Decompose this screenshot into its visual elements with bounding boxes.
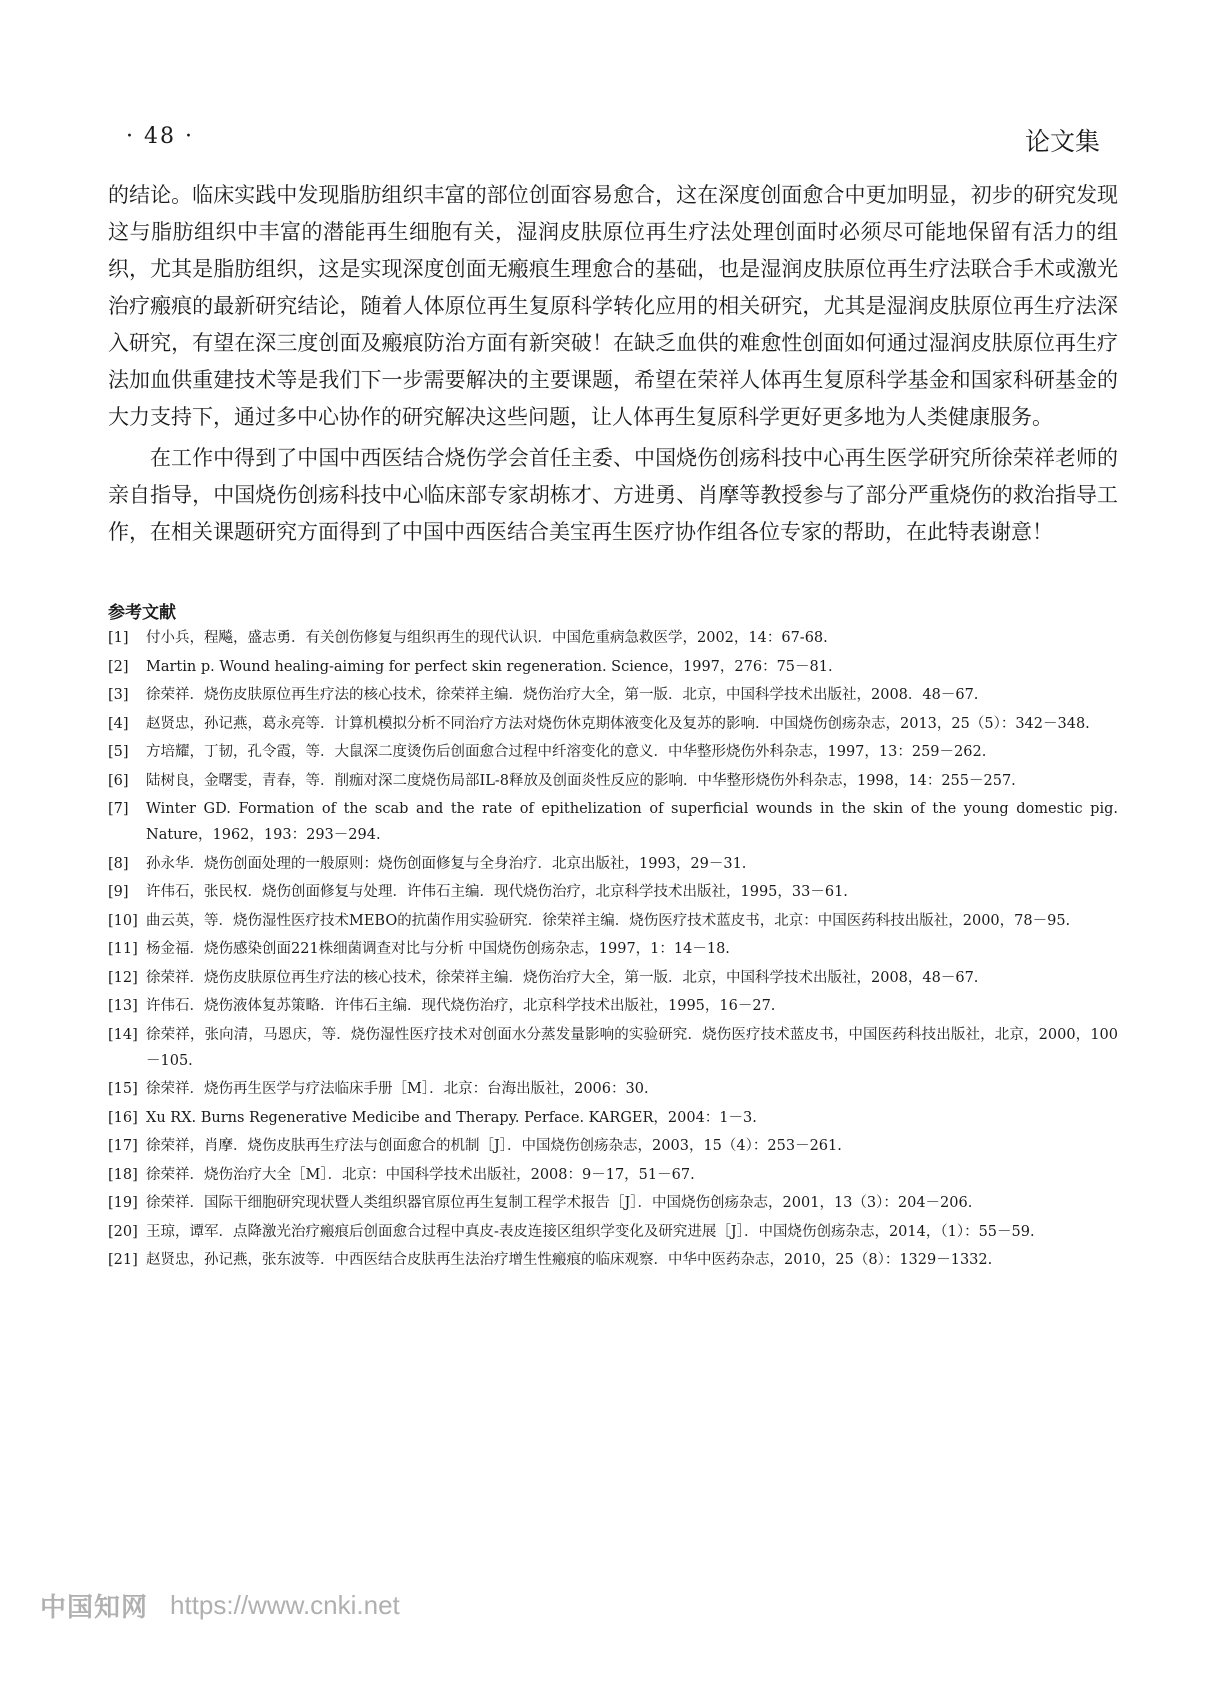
reference-text: Martin p. Wound healing-aiming for perfect skin regeneration. Science，1997，276：75－81. bbox=[146, 658, 833, 675]
reference-item bbox=[108, 1219, 1118, 1245]
page-number: · 48 · bbox=[126, 124, 194, 149]
reference-text: 徐荣祥，张向清，马恩庆，等．烧伤湿性医疗技术对创面水分蒸发量影响的实验研究．烧伤医疗技术蓝皮书，中国医药科技出版社，北京，2000，100－105. bbox=[146, 1026, 1118, 1069]
reference-number: [17] bbox=[108, 1138, 138, 1154]
cnki-url: https://www.cnki.net bbox=[170, 1589, 400, 1620]
reference-number: [15] bbox=[108, 1081, 138, 1097]
reference-item bbox=[108, 768, 1118, 794]
reference-item bbox=[108, 739, 1118, 765]
reference-item bbox=[108, 654, 1118, 680]
reference-number: [20] bbox=[108, 1223, 138, 1240]
reference-number: [10] bbox=[108, 912, 138, 929]
reference-text: 许伟石，张民权．烧伤创面修复与处理．许伟石主编．现代烧伤治疗，北京科学技术出版社，1995，33－61. bbox=[146, 884, 848, 900]
reference-text: 徐荣祥．烧伤皮肤原位再生疗法的核心技术，徐荣祥主编．烧伤治疗大全，第一版．北京，中国科学技术出版社，2008．48－67. bbox=[146, 687, 979, 703]
reference-text: 徐荣祥．烧伤治疗大全［M］．北京：中国科学技术出版社，2008：9－17，51－67. bbox=[146, 1166, 695, 1183]
reference-text: 杨金福．烧伤感染创面221株细菌调查对比与分析 中国烧伤创疡杂志，1997，1：14－18. bbox=[146, 941, 730, 957]
footer-watermark bbox=[40, 1585, 400, 1625]
reference-number: [7] bbox=[108, 801, 129, 817]
reference-number: [2] bbox=[108, 658, 129, 675]
reference-text: 徐荣祥．国际干细胞研究现状暨人类组织器官原位再生复制工程学术报告［J］．中国烧伤创疡杂志，2001，13（3）：204－206. bbox=[146, 1195, 973, 1211]
reference-text: 徐荣祥，肖摩．烧伤皮肤再生疗法与创面愈合的机制［J］．中国烧伤创疡杂志，2003，15（4）：253－261. bbox=[146, 1138, 842, 1154]
reference-text: 曲云英，等．烧伤湿性医疗技术MEBO的抗菌作用实验研究．徐荣祥主编．烧伤医疗技术蓝皮书，北京：中国医药科技出版社，2000，78－95. bbox=[146, 912, 1071, 929]
reference-item bbox=[108, 1162, 1118, 1188]
reference-item bbox=[108, 711, 1118, 737]
reference-number: [13] bbox=[108, 998, 138, 1014]
reference-text: 赵贤忠，孙记燕，张东波等．中西医结合皮肤再生法治疗增生性瘢痕的临床观察．中华中医药杂志，2010，25（8）：1329－1332. bbox=[146, 1252, 993, 1268]
references-heading: 参考文献 bbox=[108, 603, 176, 623]
reference-text: 徐荣祥．烧伤皮肤原位再生疗法的核心技术，徐荣祥主编．烧伤治疗大全，第一版．北京，中国科学技术出版社，2008，48－67. bbox=[146, 969, 979, 986]
body-paragraph-acknowledgement: 在工作中得到了中国中西医结合烧伤学会首任主委、中国烧伤创疡科技中心再生医学研究所徐荣祥老师的亲自指导，中国烧伤创疡科技中心临床部专家胡栋才、方进勇、肖摩等教授参与了部分严重烧伤的救治指导工作，在相关课题研究方面得到了中国中西医结合美宝再生医疗协作组各位专家的帮助，在此特表谢意！ bbox=[108, 446, 1118, 544]
reference-number: [9] bbox=[108, 884, 129, 900]
reference-item bbox=[108, 1190, 1118, 1216]
reference-text: 许伟石．烧伤液体复苏策略．许伟石主编．现代烧伤治疗，北京科学技术出版社，1995，16－27. bbox=[146, 998, 776, 1014]
reference-number: [4] bbox=[108, 715, 129, 732]
reference-item bbox=[108, 1076, 1118, 1102]
reference-item bbox=[108, 1022, 1118, 1074]
reference-number: [5] bbox=[108, 744, 129, 760]
reference-number: [18] bbox=[108, 1166, 138, 1183]
reference-item bbox=[108, 682, 1118, 708]
reference-number: [19] bbox=[108, 1195, 138, 1211]
reference-text: 孙永华．烧伤创面处理的一般原则：烧伤创面修复与全身治疗．北京出版社，1993，29－31. bbox=[146, 855, 747, 872]
reference-number: [6] bbox=[108, 772, 129, 789]
reference-number: [12] bbox=[108, 969, 138, 986]
reference-number: [21] bbox=[108, 1252, 138, 1268]
reference-item bbox=[108, 965, 1118, 991]
reference-item bbox=[108, 993, 1118, 1019]
reference-number: [3] bbox=[108, 687, 129, 703]
reference-item bbox=[108, 1133, 1118, 1159]
reference-text: 付小兵，程飚，盛志勇．有关创伤修复与组织再生的现代认识．中国危重病急救医学，2002，14：67-68. bbox=[146, 630, 828, 646]
reference-text: 方培耀，丁韧，孔令霞，等．大鼠深二度烫伤后创面愈合过程中纤溶变化的意义．中华整形烧伤外科杂志，1997，13：259－262. bbox=[146, 744, 987, 760]
reference-item bbox=[108, 796, 1118, 848]
reference-item bbox=[108, 1247, 1118, 1273]
reference-text: 徐荣祥．烧伤再生医学与疗法临床手册［M］．北京：台海出版社，2006：30. bbox=[146, 1081, 649, 1097]
reference-text: 王琼，谭军．点降激光治疗瘢痕后创面愈合过程中真皮-表皮连接区组织学变化及研究进展［J］．中国烧伤创疡杂志，2014，（1）：55－59. bbox=[146, 1223, 1035, 1240]
reference-item bbox=[108, 908, 1118, 934]
reference-number: [1] bbox=[108, 630, 129, 646]
running-title: 论文集 bbox=[1024, 127, 1100, 156]
page-header bbox=[108, 120, 1100, 160]
reference-item bbox=[108, 625, 1118, 651]
reference-item bbox=[108, 936, 1118, 962]
reference-number: [8] bbox=[108, 855, 129, 872]
reference-text: 赵贤忠，孙记燕，葛永亮等．计算机模拟分析不同治疗方法对烧伤休克期体液变化及复苏的影响．中国烧伤创疡杂志，2013，25（5）：342－348. bbox=[146, 715, 1090, 732]
reference-number: [16] bbox=[108, 1109, 138, 1126]
reference-text: Winter GD. Formation of the scab and the rate of epithelization of superficial wounds in the skin of the young domestic pig. Nature，1962，193：293－294. bbox=[146, 801, 1118, 843]
cnki-logo: 中国知网 bbox=[40, 1592, 149, 1623]
reference-number: [14] bbox=[108, 1026, 138, 1043]
reference-item bbox=[108, 851, 1118, 877]
reference-item bbox=[108, 1105, 1118, 1131]
reference-item bbox=[108, 879, 1118, 905]
body-paragraph-1: 的结论。临床实践中发现脂肪组织丰富的部位创面容易愈合，这在深度创面愈合中更加明显，初步的研究发现这与脂肪组织中丰富的潜能再生细胞有关，湿润皮肤原位再生疗法处理创面时必须尽可能地保留有活力的组织，尤其是脂肪组织，这是实现深度创面无瘢痕生理愈合的基础，也是湿润皮肤原位再生疗法联合手术或激光治疗瘢痕的最新研究结论，随着人体原位再生复原科学转化应用的相关研究，尤其是湿润皮肤原位再生疗法深入研究，有望在深三度创面及瘢痕防治方面有新突破！在缺乏血供的难愈性创面如何通过湿润皮肤原位再生疗法加血供重建技术等是我们下一步需要解决的主要课题，希望在荣祥人体再生复原科学基金和国家科研基金的大力支持下，通过多中心协作的研究解决这些问题，让人体再生复原科学更好更多地为人类健康服务。 bbox=[108, 183, 1118, 429]
reference-number: [11] bbox=[108, 941, 138, 957]
reference-text: Xu RX. Burns Regenerative Medicibe and Therapy. Perface. KARGER，2004：1－3. bbox=[146, 1109, 757, 1126]
references-list bbox=[108, 625, 1118, 1276]
reference-text: 陆树良，金曙雯，青春，等．削痂对深二度烧伤局部IL-8释放及创面炎性反应的影响．中华整形烧伤外科杂志，1998，14：255－257. bbox=[146, 772, 1016, 789]
body-text bbox=[108, 177, 1118, 551]
